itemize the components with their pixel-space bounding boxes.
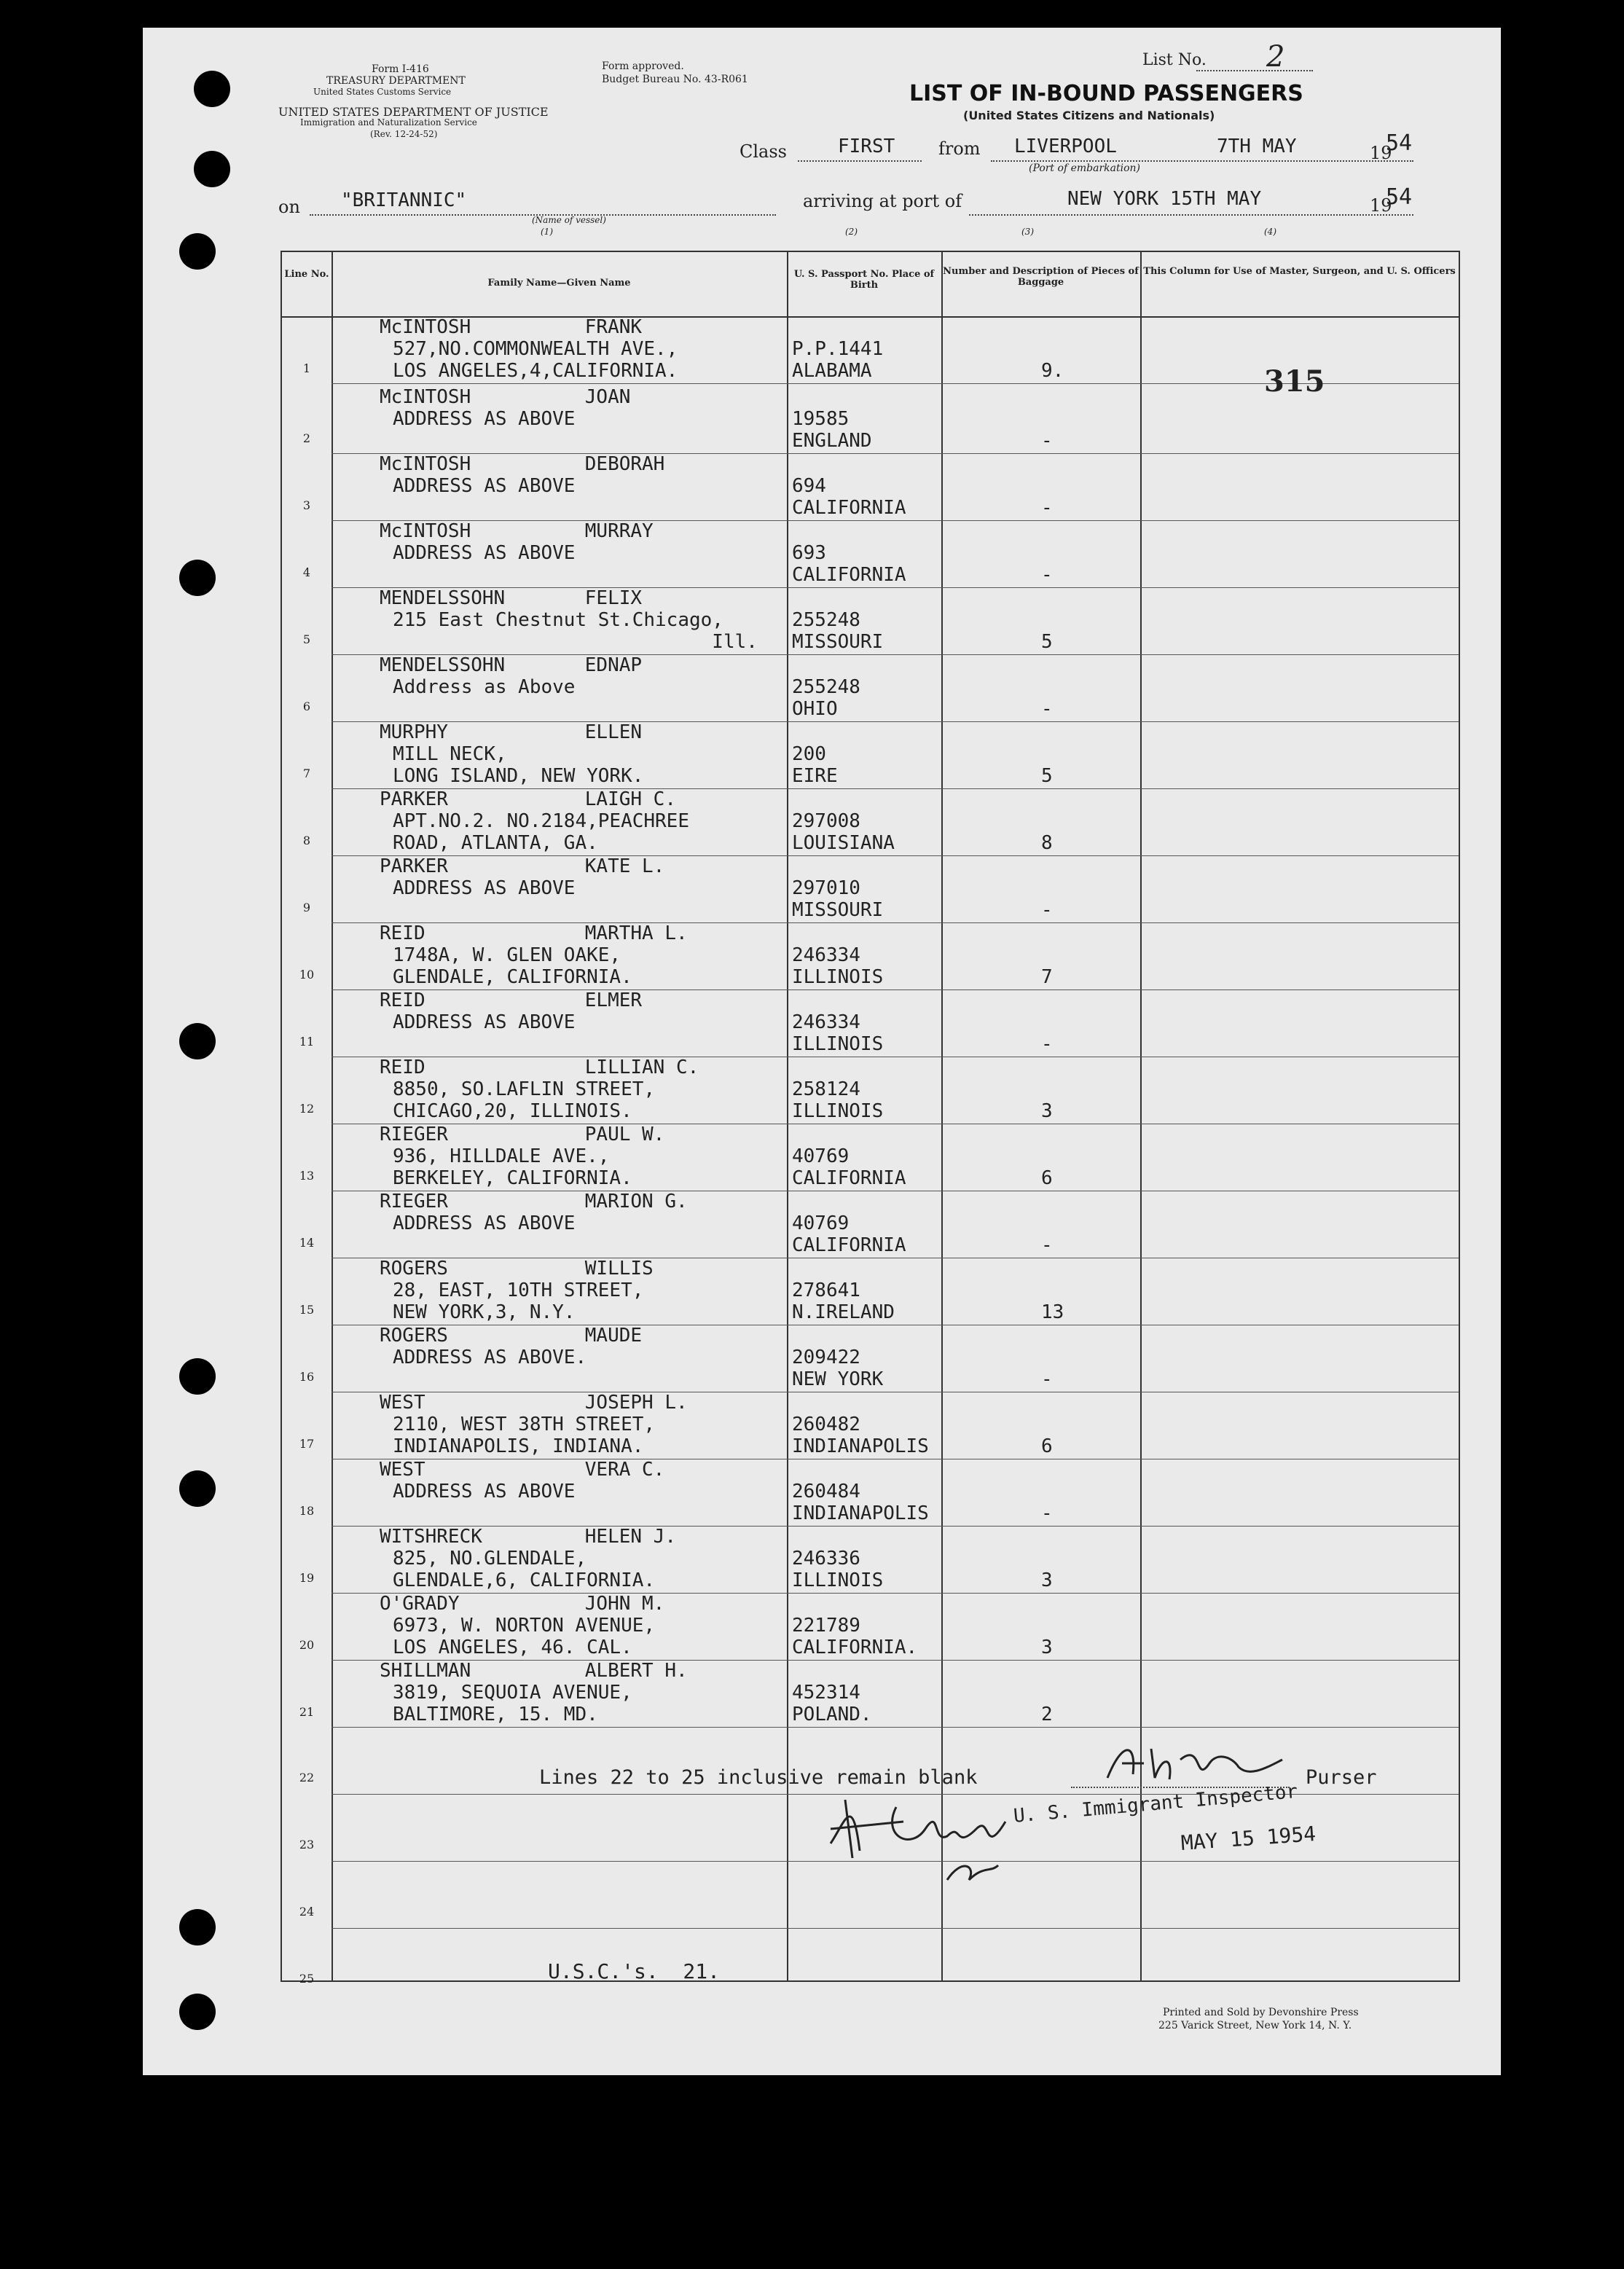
passenger-address-2: LOS ANGELES,4,CALIFORNIA. (393, 360, 678, 382)
arrival-value: NEW YORK 15TH MAY (1067, 188, 1262, 210)
baggage-count: - (1041, 899, 1053, 921)
place-of-birth: OHIO (792, 698, 838, 720)
list-no-value: 2 (1266, 40, 1285, 74)
passenger-address-1: ADDRESS AS ABOVE (393, 877, 576, 899)
row-line-number: 5 (302, 632, 311, 646)
place-of-birth: CALIFORNIA (792, 497, 906, 519)
row-line-number: 12 (299, 1102, 315, 1116)
passenger-address-1: ADDRESS AS ABOVE (393, 542, 576, 564)
passenger-name: WEST VERA C. (380, 1459, 665, 1481)
place-of-birth: CALIFORNIA (792, 564, 906, 586)
place-of-birth: ENGLAND (792, 430, 872, 452)
passport-number: 258124 (792, 1078, 860, 1100)
punch-hole (179, 1470, 216, 1507)
baggage-count: 8 (1041, 832, 1053, 854)
year-prefix: 19 (1370, 143, 1392, 163)
list-no-label: List No. (1142, 51, 1207, 69)
row-line-number: 20 (299, 1638, 315, 1652)
list-no-dots (1196, 70, 1313, 71)
col-head-officers: This Column for Use of Master, Surgeon, and U. S. Officers (1143, 266, 1456, 277)
passport-number: 209422 (792, 1347, 860, 1368)
passenger-name: O'GRADY JOHN M. (380, 1593, 665, 1615)
col-divider (787, 252, 788, 1980)
row-line-number: 1 (302, 361, 311, 375)
printer-address: 225 Varick Street, New York 14, N. Y. (1158, 2020, 1352, 2031)
treasury-dept: TREASURY DEPARTMENT (326, 75, 466, 87)
passenger-address-2: LOS ANGELES, 46. CAL. (393, 1637, 632, 1658)
passenger-address-1: ADDRESS AS ABOVE (393, 1481, 576, 1502)
baggage-count: - (1041, 698, 1053, 720)
place-of-birth: ILLINOIS (792, 1570, 884, 1591)
passenger-address-1: APT.NO.2. NO.2184,PEACHREE (393, 810, 689, 832)
punch-hole (194, 151, 230, 187)
class-value: FIRST (838, 136, 895, 157)
row-line-number: 25 (299, 1972, 315, 1986)
from-dots (991, 160, 1413, 162)
budget-bureau: Budget Bureau No. 43-R061 (602, 74, 748, 85)
passenger-address-2: BALTIMORE, 15. MD. (393, 1704, 598, 1725)
col-head-name: Family Name—Given Name (487, 278, 631, 289)
uscs-total: U.S.C.'s. 21. (548, 1959, 721, 1983)
baggage-count: 3 (1041, 1570, 1053, 1591)
place-of-birth: CALIFORNIA (792, 1234, 906, 1256)
col-divider (332, 252, 333, 1980)
row-line-number: 22 (299, 1771, 315, 1784)
row-line-number: 15 (299, 1303, 315, 1317)
place-of-birth: MISSOURI (792, 899, 884, 921)
place-of-birth: ILLINOIS (792, 1100, 884, 1122)
row-line-number: 6 (302, 699, 311, 713)
row-rule (332, 1727, 1459, 1728)
passenger-table (281, 251, 1460, 1986)
passenger-name: RIEGER MARION G. (380, 1191, 688, 1212)
col-head-baggage: Number and Description of Pieces of Baggage (943, 266, 1139, 288)
punch-hole (179, 1994, 216, 2030)
passport-number: 260482 (792, 1414, 860, 1435)
vessel-name: "BRITANNIC" (341, 189, 467, 211)
passenger-name: MENDELSSOHN EDNAP (380, 654, 643, 676)
passenger-address-1: 936, HILLDALE AVE., (393, 1145, 610, 1167)
baggage-count: 9. (1041, 360, 1064, 382)
baggage-count: - (1041, 430, 1053, 452)
place-of-birth: NEW YORK (792, 1368, 884, 1390)
year-prefix-2: 19 (1370, 195, 1392, 216)
row-line-number: 13 (299, 1169, 315, 1183)
form-number: Form I-416 (372, 63, 429, 75)
row-line-number: 21 (299, 1705, 315, 1719)
place-of-birth: INDIANAPOLIS (792, 1502, 929, 1524)
passport-number: 255248 (792, 676, 860, 698)
passenger-address-1: 28, EAST, 10TH STREET, (393, 1280, 644, 1301)
inspector-label: U. S. Immigrant Inspector (1012, 1780, 1299, 1827)
passport-number: P.P.1441 (792, 338, 884, 360)
place-of-birth: INDIANAPOLIS (792, 1435, 929, 1457)
row-line-number: 23 (299, 1838, 315, 1851)
passenger-address-1: 527,NO.COMMONWEALTH AVE., (393, 338, 678, 360)
inspector-signature (816, 1778, 1144, 1887)
col-num-2: (2) (845, 227, 858, 237)
baggage-count: - (1041, 1368, 1053, 1390)
from-label: from (938, 138, 981, 159)
passport-number: 19585 (792, 408, 850, 430)
port-embarkation-caption: (Port of embarkation) (1029, 162, 1140, 174)
col-head-passport: U. S. Passport No. Place of Birth (793, 269, 935, 291)
baggage-count: - (1041, 1033, 1053, 1055)
baggage-count: - (1041, 1502, 1053, 1524)
baggage-count: 3 (1041, 1637, 1053, 1658)
baggage-count: 6 (1041, 1435, 1053, 1457)
row-line-number: 24 (299, 1905, 315, 1919)
year-value: 54 (1386, 130, 1413, 156)
passenger-address-2: INDIANAPOLIS, INDIANA. (393, 1435, 644, 1457)
document-title: LIST OF IN-BOUND PASSENGERS (909, 81, 1303, 106)
baggage-count: 5 (1041, 631, 1053, 653)
passenger-name: McINTOSH JOAN (380, 386, 631, 408)
col-num-3: (3) (1021, 227, 1034, 237)
baggage-count: 13 (1041, 1301, 1064, 1323)
passenger-address-1: ADDRESS AS ABOVE (393, 1011, 576, 1033)
passenger-address-1: ADDRESS AS ABOVE (393, 408, 576, 430)
passport-number: 246334 (792, 1011, 860, 1033)
purser-label: Purser (1306, 1766, 1377, 1789)
passenger-address-1: 215 East Chestnut St.Chicago, (393, 609, 723, 631)
baggage-count: - (1041, 497, 1053, 519)
passenger-address-1: 6973, W. NORTON AVENUE, (393, 1615, 656, 1637)
class-label: Class (740, 141, 787, 162)
passport-number: 452314 (792, 1682, 860, 1704)
place-of-birth: ILLINOIS (792, 966, 884, 988)
passport-number: 693 (792, 542, 826, 564)
place-of-birth: ILLINOIS (792, 1033, 884, 1055)
punch-hole (179, 233, 216, 270)
passenger-name: MENDELSSOHN FELIX (380, 587, 643, 609)
passenger-name: WITSHRECK HELEN J. (380, 1526, 676, 1548)
passenger-name: PARKER LAIGH C. (380, 788, 676, 810)
form-approved: Form approved. (602, 60, 684, 72)
place-of-birth: EIRE (792, 765, 838, 787)
passenger-name: RIEGER PAUL W. (380, 1124, 665, 1145)
place-of-birth: CALIFORNIA (792, 1167, 906, 1189)
class-dots (798, 160, 922, 162)
passenger-address-1: 1748A, W. GLEN OAKE, (393, 944, 621, 966)
baggage-count: - (1041, 564, 1053, 586)
passenger-address-1: 3819, SEQUOIA AVENUE, (393, 1682, 632, 1704)
passport-number: 260484 (792, 1481, 860, 1502)
punch-hole (179, 1909, 216, 1945)
row-line-number: 16 (299, 1370, 315, 1384)
baggage-count: 6 (1041, 1167, 1053, 1189)
baggage-count: 2 (1041, 1704, 1053, 1725)
passenger-address-2: CHICAGO,20, ILLINOIS. (393, 1100, 632, 1122)
baggage-count: - (1041, 1234, 1053, 1256)
passenger-address-2: GLENDALE,6, CALIFORNIA. (393, 1570, 656, 1591)
row-line-number: 4 (302, 565, 311, 579)
revision-date: (Rev. 12-24-52) (370, 129, 438, 139)
passport-number: 40769 (792, 1212, 850, 1234)
passenger-name: SHILLMAN ALBERT H. (380, 1660, 688, 1682)
col-divider (1140, 252, 1142, 1980)
passenger-name: REID LILLIAN C. (380, 1057, 699, 1078)
arrival-dots (969, 214, 1413, 216)
passenger-address-1: 825, NO.GLENDALE, (393, 1548, 587, 1570)
justice-dept: UNITED STATES DEPARTMENT OF JUSTICE (278, 105, 549, 119)
passenger-address-2: BERKELEY, CALIFORNIA. (393, 1167, 632, 1189)
passenger-name: McINTOSH DEBORAH (380, 453, 665, 475)
officer-note: 315 (1264, 364, 1325, 399)
passenger-name: REID MARTHA L. (380, 922, 688, 944)
vessel-caption: (Name of vessel) (532, 215, 606, 225)
passenger-address-1: ADDRESS AS ABOVE. (393, 1347, 587, 1368)
row-line-number: 3 (302, 498, 311, 512)
row-line-number: 9 (302, 901, 311, 914)
row-line-number: 7 (302, 767, 311, 780)
passport-number: 297010 (792, 877, 860, 899)
place-of-birth: POLAND. (792, 1704, 872, 1725)
passenger-name: WEST JOSEPH L. (380, 1392, 688, 1414)
row-line-number: 11 (299, 1035, 315, 1049)
passenger-address-2: Ill. (393, 631, 758, 653)
passport-number: 246336 (792, 1548, 860, 1570)
passport-number: 200 (792, 743, 826, 765)
passenger-address-1: 8850, SO.LAFLIN STREET, (393, 1078, 656, 1100)
col-head-line: Line No. (284, 269, 329, 280)
col-divider (941, 252, 943, 1980)
place-of-birth: CALIFORNIA. (792, 1637, 918, 1658)
passenger-address-2: GLENDALE, CALIFORNIA. (393, 966, 632, 988)
passport-number: 297008 (792, 810, 860, 832)
row-line-number: 8 (302, 834, 311, 847)
passenger-name: ROGERS MAUDE (380, 1325, 643, 1347)
row-line-number: 19 (299, 1571, 315, 1585)
row-line-number: 18 (299, 1504, 315, 1518)
baggage-count: 3 (1041, 1100, 1053, 1122)
place-of-birth: N.IRELAND (792, 1301, 895, 1323)
row-line-number: 2 (302, 431, 311, 445)
passenger-address-1: MILL NECK, (393, 743, 507, 765)
passenger-address-2: LONG ISLAND, NEW YORK. (393, 765, 644, 787)
year-value-2: 54 (1386, 184, 1413, 210)
place-of-birth: LOUISIANA (792, 832, 895, 854)
passport-number: 40769 (792, 1145, 850, 1167)
row-rule (332, 1928, 1459, 1929)
customs-service: United States Customs Service (313, 87, 452, 97)
col-num-1: (1) (541, 227, 553, 237)
baggage-count: 7 (1041, 966, 1053, 988)
passenger-address-1: ADDRESS AS ABOVE (393, 1212, 576, 1234)
passenger-name: McINTOSH MURRAY (380, 520, 654, 542)
arriving-label: arriving at port of (803, 191, 962, 211)
passport-number: 221789 (792, 1615, 860, 1637)
passenger-address-1: ADDRESS AS ABOVE (393, 475, 576, 497)
passenger-name: McINTOSH FRANK (380, 316, 643, 338)
place-of-birth: MISSOURI (792, 631, 884, 653)
passenger-address-1: 2110, WEST 38TH STREET, (393, 1414, 656, 1435)
row-line-number: 17 (299, 1437, 315, 1451)
inspection-date-stamp: MAY 15 1954 (1180, 1822, 1317, 1855)
punch-hole (179, 1358, 216, 1395)
printer-credit: Printed and Sold by Devonshire Press (1163, 2007, 1359, 2018)
document-subtitle: (United States Citizens and Nationals) (963, 109, 1215, 122)
row-line-number: 10 (299, 968, 315, 981)
embark-date: 7TH MAY (1217, 136, 1297, 157)
passenger-address-2: ROAD, ATLANTA, GA. (393, 832, 598, 854)
place-of-birth: ALABAMA (792, 360, 872, 382)
ins-service: Immigration and Naturalization Service (300, 117, 477, 128)
blank-lines-note: Lines 22 to 25 inclusive remain blank (539, 1766, 978, 1789)
passenger-address-2: NEW YORK,3, N.Y. (393, 1301, 576, 1323)
passport-number: 278641 (792, 1280, 860, 1301)
passenger-name: ROGERS WILLIS (380, 1258, 654, 1280)
passport-number: 255248 (792, 609, 860, 631)
punch-hole (179, 1023, 216, 1059)
col-num-4: (4) (1264, 227, 1276, 237)
passenger-name: MURPHY ELLEN (380, 721, 643, 743)
on-label: on (278, 197, 300, 217)
from-value: LIVERPOOL (1014, 136, 1117, 157)
passenger-address-1: Address as Above (393, 676, 576, 698)
punch-hole (194, 71, 230, 107)
punch-hole (179, 560, 216, 596)
baggage-count: 5 (1041, 765, 1053, 787)
passenger-name: REID ELMER (380, 989, 643, 1011)
passport-number: 246334 (792, 944, 860, 966)
row-line-number: 14 (299, 1236, 315, 1250)
passport-number: 694 (792, 475, 826, 497)
passenger-name: PARKER KATE L. (380, 855, 665, 877)
